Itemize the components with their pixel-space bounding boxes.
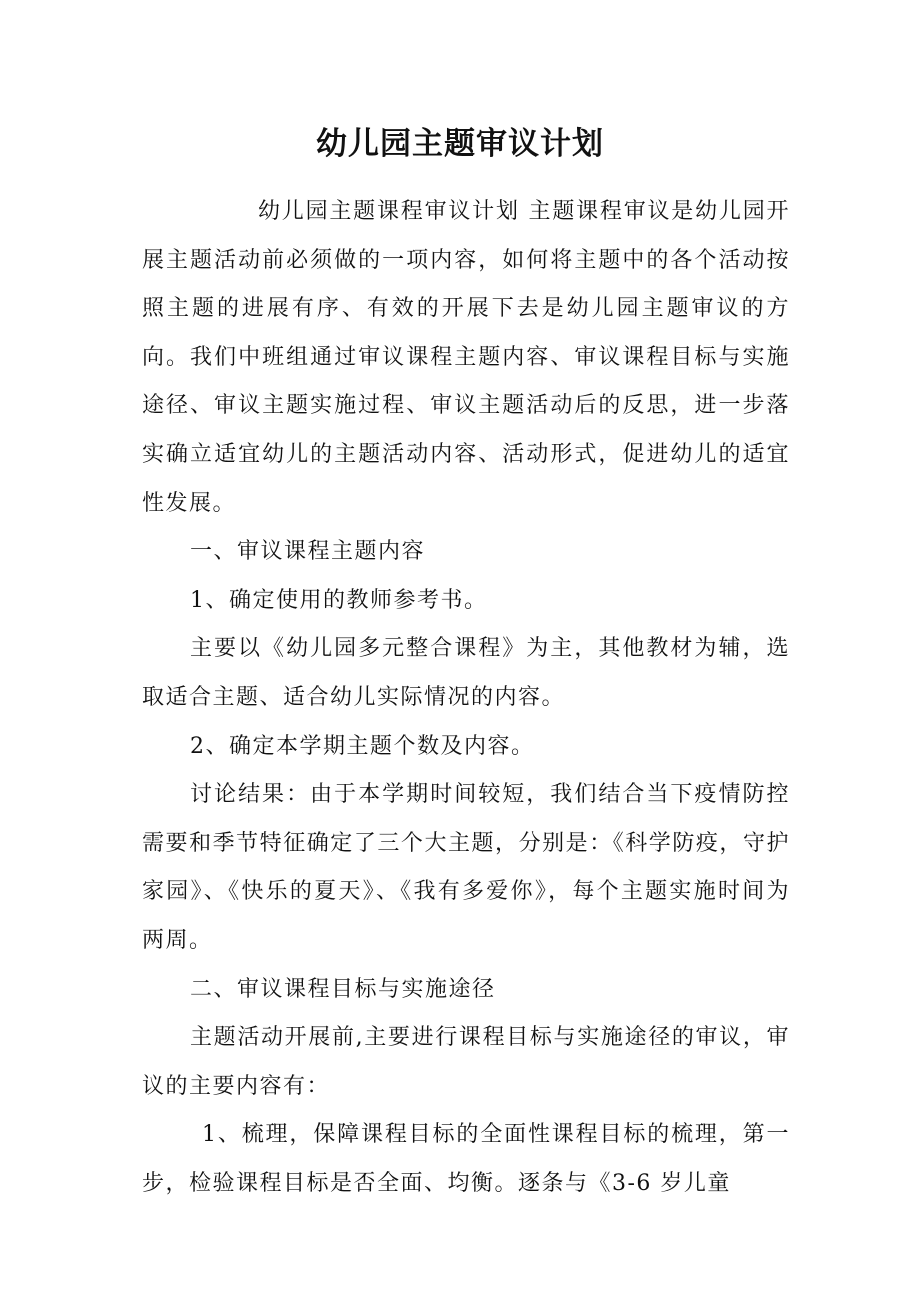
heading-section-2: 二、审议课程目标与实施途径: [190, 976, 496, 1002]
paragraph-textbook: 主要以《幼儿园多元整合课程》为主，其他教材为辅，选取适合主题、适合幼儿实际情况的内容。: [142, 636, 790, 710]
paragraph-goal-review: 1、梳理，保障课程目标的全面性课程目标的梳理，第一步，检验课程目标是否全面、均衡。逐条与《3-6 岁儿童: [142, 1122, 790, 1196]
document-title: 幼儿园主题审议计划: [316, 126, 604, 162]
heading-item-1: 1、确定使用的教师参考书。: [190, 587, 488, 613]
paragraph-intro: 幼儿园主题课程审议计划 主题课程审议是幼儿园开展主题活动前必须做的一项内容，如何将主题中的各个活动按照主题的进展有序、有效的开展下去是幼儿园主题审议的方向。我们中班组通过审议课程主题内容、审议课程目标与实施途径、审议主题实施过程、审议主题活动后的反思，进一步落实确立适宜幼儿的主题活动内容、活动形式，促进幼儿的适宜性发展。: [142, 199, 790, 516]
document-body: [142, 188, 790, 1208]
heading-section-1: 一、审议课程主题内容: [190, 539, 426, 565]
paragraph-discussion: 讨论结果：由于本学期时间较短，我们结合当下疫情防控需要和季节特征确定了三个大主题，分别是：《科学防疫，守护家园》、《快乐的夏天》、《我有多爱你》，每个主题实施时间为两周。: [142, 782, 790, 953]
paragraph-before-activity: 主题活动开展前,主要进行课程目标与实施途径的审议，审议的主要内容有：: [142, 1025, 790, 1099]
heading-item-2: 2、确定本学期主题个数及内容。: [190, 733, 535, 759]
